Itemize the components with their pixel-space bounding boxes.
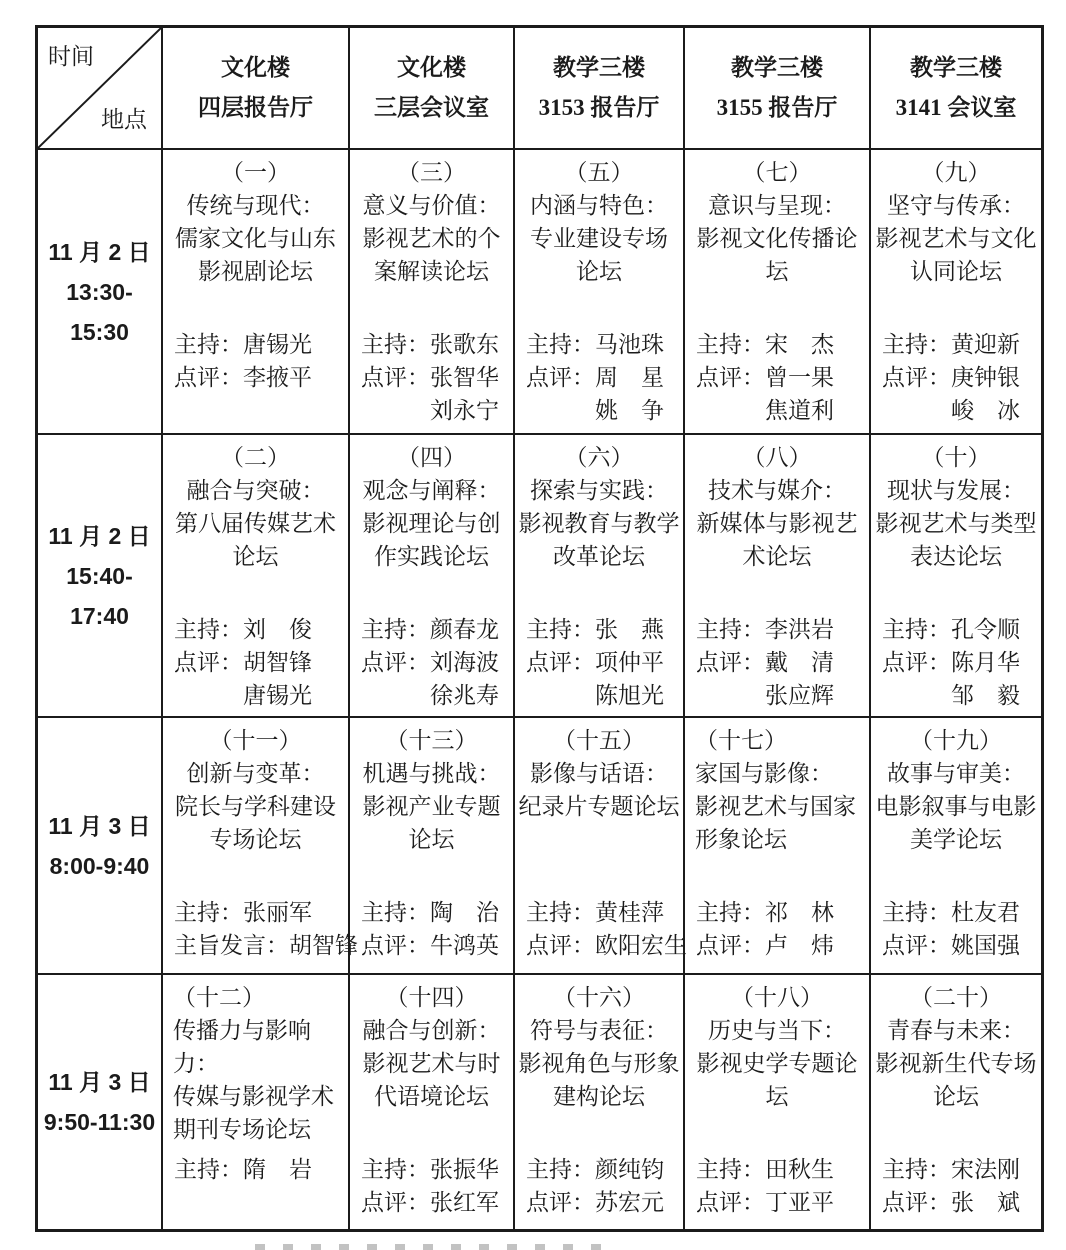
forum-number: （六） — [564, 445, 634, 470]
forum-number: （十一） — [209, 728, 302, 753]
forum-cell-1-1 — [163, 150, 350, 435]
time-axis-label: 时间 — [48, 44, 94, 69]
forum-title-line: 美学论坛 — [910, 827, 1002, 852]
forum-people — [515, 328, 683, 427]
corner-cell — [38, 28, 163, 150]
time-range-text: 9:50-11:30 — [43, 1109, 156, 1135]
forum-people — [515, 896, 687, 962]
forum-cell-3-4 — [685, 718, 871, 975]
forum-head — [163, 724, 348, 890]
forum-title-line: 代语境论坛 — [374, 1084, 489, 1109]
location-header-1 — [163, 28, 350, 150]
forum-person-line: 点评：牛鸿英 — [361, 933, 499, 958]
forum-title-line: 影视新生代专场 — [875, 1051, 1037, 1076]
forum-title-line: 论坛 — [933, 1084, 979, 1109]
forum-people — [871, 1153, 1041, 1219]
forum-people — [163, 896, 358, 962]
place-axis-label: 地点 — [101, 107, 147, 132]
forum-number: （十五） — [553, 728, 645, 753]
date-text: 11 月 2 日 — [48, 522, 151, 549]
date-text: 11 月 3 日 — [48, 1069, 151, 1095]
forum-number: （二） — [221, 445, 290, 470]
forum-cell-4-3 — [515, 975, 685, 1229]
forum-number: （十三） — [385, 728, 478, 753]
forum-person-line: 点评：丁亚平 — [696, 1190, 834, 1215]
location-header-5 — [871, 28, 1041, 150]
forum-title-line: 纪录片专题论坛 — [518, 794, 680, 819]
forum-head — [163, 156, 348, 322]
forum-person-line: 点评：张 斌 — [882, 1190, 1020, 1215]
location-header-3 — [515, 28, 685, 150]
forum-title-line: 影视艺术与国家 — [695, 794, 856, 819]
forum-head — [350, 981, 513, 1147]
forum-title-line: 意识与呈现： — [708, 193, 846, 218]
forum-head — [871, 156, 1041, 322]
forum-cell-3-3 — [515, 718, 685, 975]
forum-person-line: 陈旭光 — [526, 683, 664, 708]
forum-people — [871, 896, 1041, 962]
forum-person-line: 主持：张歌东 — [361, 332, 499, 357]
cropped-caption-fragment — [255, 1244, 615, 1250]
location-room: 四层报告厅 — [198, 95, 313, 120]
forum-title-line: 改革论坛 — [553, 544, 645, 569]
forum-person-line: 邹 毅 — [882, 683, 1020, 708]
forum-title-line: 影视文化传播论 — [696, 226, 858, 251]
date-text: 11 月 3 日 — [48, 812, 151, 839]
forum-number: （八） — [742, 445, 812, 470]
forum-title-line: 影像与话语： — [530, 761, 668, 786]
location-building: 文化楼 — [221, 55, 290, 80]
time-range-text: 15:40-17:40 — [66, 562, 133, 629]
forum-title-line: 论坛 — [408, 827, 455, 852]
forum-head — [515, 441, 683, 607]
forum-title-line: 融合与创新： — [362, 1018, 501, 1043]
forum-title-line: 传统与现代： — [186, 193, 325, 218]
forum-people — [685, 613, 869, 712]
forum-title-line: 形象论坛 — [695, 827, 787, 852]
forum-person-line: 唐锡光 — [174, 683, 312, 708]
location-building: 教学三楼 — [553, 55, 645, 80]
forum-person-line: 点评：苏宏元 — [526, 1190, 664, 1215]
forum-person-line: 点评：项仲平 — [526, 650, 664, 675]
forum-number: （四） — [397, 445, 466, 470]
forum-title-line: 影视角色与形象 — [518, 1051, 680, 1076]
forum-head — [685, 981, 869, 1147]
forum-number: （三） — [397, 160, 466, 185]
forum-cell-1-4 — [685, 150, 871, 435]
forum-people — [350, 1153, 513, 1219]
forum-title-line: 影视理论与创 — [362, 511, 501, 536]
forum-title-line: 坛 — [765, 259, 789, 284]
forum-person-line: 焦道利 — [696, 398, 834, 423]
forum-title-line: 专场论坛 — [209, 827, 302, 852]
forum-person-line: 主持：宋法刚 — [882, 1157, 1020, 1182]
forum-title-line: 技术与媒介： — [708, 478, 846, 503]
forum-cell-4-1 — [163, 975, 350, 1229]
forum-title-line: 院长与学科建设 — [175, 794, 336, 819]
forum-person-line: 刘永宁 — [361, 398, 499, 423]
forum-cell-2-1 — [163, 435, 350, 718]
forum-person-line: 徐兆寿 — [361, 683, 499, 708]
forum-number: （一） — [221, 160, 290, 185]
forum-people — [685, 328, 869, 427]
forum-number: （十） — [921, 445, 991, 470]
forum-title-line: 历史与当下： — [708, 1018, 846, 1043]
forum-person-line: 主持：祁 林 — [696, 900, 834, 925]
location-building: 教学三楼 — [731, 55, 823, 80]
forum-person-line: 点评：陈月华 — [882, 650, 1020, 675]
forum-cell-2-4 — [685, 435, 871, 718]
location-room: 3153 报告厅 — [538, 95, 660, 120]
forum-title-line: 建构论坛 — [553, 1084, 645, 1109]
forum-cell-4-4 — [685, 975, 871, 1229]
forum-person-line: 主持：田秋生 — [696, 1157, 834, 1182]
forum-title-line: 融合与突破： — [186, 478, 325, 503]
location-room: 3141 会议室 — [895, 95, 1017, 120]
forum-title-line: 论坛 — [232, 544, 279, 569]
forum-head — [163, 981, 348, 1147]
forum-people — [350, 896, 513, 962]
forum-person-line: 点评：曾一果 — [696, 365, 834, 390]
forum-title-line: 期刊专场论坛 — [173, 1117, 311, 1142]
forum-person-line: 主持：黄桂萍 — [526, 900, 664, 925]
forum-title-line: 电影叙事与电影 — [875, 794, 1037, 819]
forum-title-line: 专业建设专场 — [530, 226, 668, 251]
forum-title-line: 故事与审美： — [887, 761, 1025, 786]
forum-title-line: 符号与表征： — [530, 1018, 668, 1043]
forum-head — [871, 724, 1041, 890]
forum-cell-1-5 — [871, 150, 1041, 435]
forum-person-line: 主持：黄迎新 — [882, 332, 1020, 357]
forum-number: （十四） — [385, 985, 478, 1010]
forum-person-line: 点评：李掖平 — [174, 365, 312, 390]
location-building: 文化楼 — [397, 55, 466, 80]
forum-head — [871, 441, 1041, 607]
forum-title-line: 认同论坛 — [910, 259, 1002, 284]
forum-cell-2-2 — [350, 435, 515, 718]
forum-number: （十八） — [731, 985, 823, 1010]
forum-title-line: 探索与实践： — [530, 478, 668, 503]
location-header-4 — [685, 28, 871, 150]
forum-people — [685, 1153, 869, 1219]
forum-number: （十七） — [695, 728, 787, 753]
forum-person-line: 主持：张 燕 — [526, 617, 664, 642]
forum-person-line: 主持：孔令顺 — [882, 617, 1020, 642]
forum-person-line: 主持：唐锡光 — [174, 332, 312, 357]
time-range-text: 13:30-15:30 — [66, 278, 133, 345]
forum-person-line: 点评：庚钟银 — [882, 365, 1020, 390]
forum-head — [350, 156, 513, 322]
forum-person-line: 主持：陶 治 — [361, 900, 499, 925]
forum-number: （十二） — [173, 985, 265, 1010]
forum-person-line: 主持：隋 岩 — [174, 1157, 312, 1182]
forum-people — [350, 613, 513, 712]
forum-person-line: 点评：周 星 — [526, 365, 664, 390]
forum-title-line: 表达论坛 — [910, 544, 1002, 569]
forum-title-line: 第八届传媒艺术 — [175, 511, 336, 536]
forum-title-line: 现状与发展： — [887, 478, 1025, 503]
forum-person-line: 主持：张振华 — [361, 1157, 499, 1182]
forum-head — [515, 156, 683, 322]
time-cell-row-1 — [38, 150, 163, 435]
forum-person-line: 主持：颜纯钧 — [526, 1157, 664, 1182]
forum-person-line: 点评：张红军 — [361, 1190, 499, 1215]
forum-title-line: 影视产业专题 — [362, 794, 501, 819]
forum-person-line: 主持：刘 俊 — [174, 617, 312, 642]
forum-title-line: 影视艺术与文化 — [875, 226, 1037, 251]
location-room: 3155 报告厅 — [716, 95, 838, 120]
forum-person-line: 主持：杜友君 — [882, 900, 1020, 925]
forum-number: （二十） — [910, 985, 1002, 1010]
time-range-text: 8:00-9:40 — [49, 852, 150, 879]
time-cell-row-3 — [38, 718, 163, 975]
forum-people — [163, 613, 348, 712]
forum-title-line: 传媒与影视学术 — [173, 1084, 334, 1109]
forum-person-line: 张应辉 — [696, 683, 834, 708]
forum-person-line: 峻 冰 — [882, 398, 1020, 423]
forum-title-line: 观念与阐释： — [362, 478, 501, 503]
forum-head — [515, 724, 683, 890]
forum-people — [350, 328, 513, 427]
forum-title-line: 影视剧论坛 — [198, 259, 313, 284]
forum-cell-3-1 — [163, 718, 358, 975]
forum-person-line: 点评：刘海波 — [361, 650, 499, 675]
forum-title-line: 术论坛 — [742, 544, 812, 569]
forum-cell-2-3 — [515, 435, 685, 718]
forum-title-line: 内涵与特色： — [530, 193, 668, 218]
forum-number: （九） — [921, 160, 991, 185]
forum-cell-3-5 — [871, 718, 1041, 975]
forum-title-line: 论坛 — [576, 259, 622, 284]
location-building: 教学三楼 — [910, 55, 1002, 80]
forum-people — [871, 328, 1041, 427]
forum-person-line: 主持：张丽军 — [174, 900, 312, 925]
forum-person-line: 主持：李洪岩 — [696, 617, 834, 642]
forum-cell-4-5 — [871, 975, 1041, 1229]
location-room: 三层会议室 — [374, 95, 489, 120]
forum-cell-1-2 — [350, 150, 515, 435]
forum-person-line: 点评：张智华 — [361, 365, 499, 390]
forum-head — [350, 724, 513, 890]
forum-head — [871, 981, 1041, 1147]
forum-title-line: 儒家文化与山东 — [175, 226, 336, 251]
forum-people — [871, 613, 1041, 712]
forum-person-line: 点评：欧阳宏生 — [526, 933, 687, 958]
time-cell-row-4 — [38, 975, 163, 1229]
forum-person-line: 点评：卢 炜 — [696, 933, 834, 958]
forum-cell-2-5 — [871, 435, 1041, 718]
forum-person-line: 点评：胡智锋 — [174, 650, 312, 675]
forum-title-line: 作实践论坛 — [374, 544, 489, 569]
forum-person-line: 姚 争 — [526, 398, 664, 423]
forum-head — [350, 441, 513, 607]
forum-person-line: 点评：戴 清 — [696, 650, 834, 675]
forum-person-line: 主持：宋 杰 — [696, 332, 834, 357]
forum-title-line: 意义与价值： — [362, 193, 501, 218]
forum-head — [685, 156, 869, 322]
forum-cell-1-3 — [515, 150, 685, 435]
forum-title-line: 青春与未来： — [887, 1018, 1025, 1043]
forum-head — [685, 724, 869, 890]
forum-number: （五） — [564, 160, 634, 185]
forum-number: （十六） — [553, 985, 645, 1010]
forum-person-line: 主旨发言：胡智锋 — [174, 933, 358, 958]
forum-title-line: 家国与影像： — [695, 761, 833, 786]
forum-title-line: 影视教育与教学 — [518, 511, 680, 536]
forum-title-line: 案解读论坛 — [374, 259, 489, 284]
forum-title-line: 新媒体与影视艺 — [696, 511, 858, 536]
time-cell-row-2 — [38, 435, 163, 718]
forum-title-line: 影视艺术与类型 — [875, 511, 1037, 536]
forum-cell-3-2 — [350, 718, 515, 975]
forum-people — [515, 613, 683, 712]
forum-people — [515, 1153, 683, 1219]
forum-person-line: 主持：马池珠 — [526, 332, 664, 357]
forum-title-line: 传播力与影响力： — [173, 1018, 311, 1076]
forum-person-line: 主持：颜春龙 — [361, 617, 499, 642]
forum-people — [163, 1153, 348, 1186]
forum-title-line: 影视史学专题论 — [696, 1051, 858, 1076]
forum-cell-4-2 — [350, 975, 515, 1229]
forum-number: （十九） — [910, 728, 1002, 753]
forum-title-line: 坚守与传承： — [887, 193, 1025, 218]
forum-head — [685, 441, 869, 607]
schedule-table — [35, 25, 1044, 1232]
forum-title-line: 坛 — [765, 1084, 789, 1109]
forum-person-line: 点评：姚国强 — [882, 933, 1020, 958]
forum-head — [515, 981, 683, 1147]
forum-title-line: 机遇与挑战： — [362, 761, 501, 786]
date-text: 11 月 2 日 — [48, 238, 151, 265]
location-header-2 — [350, 28, 515, 150]
forum-people — [163, 328, 348, 394]
forum-people — [685, 896, 869, 962]
forum-head — [163, 441, 348, 607]
forum-title-line: 创新与变革： — [186, 761, 325, 786]
forum-number: （七） — [742, 160, 812, 185]
forum-title-line: 影视艺术的个 — [362, 226, 501, 251]
forum-title-line: 影视艺术与时 — [362, 1051, 501, 1076]
